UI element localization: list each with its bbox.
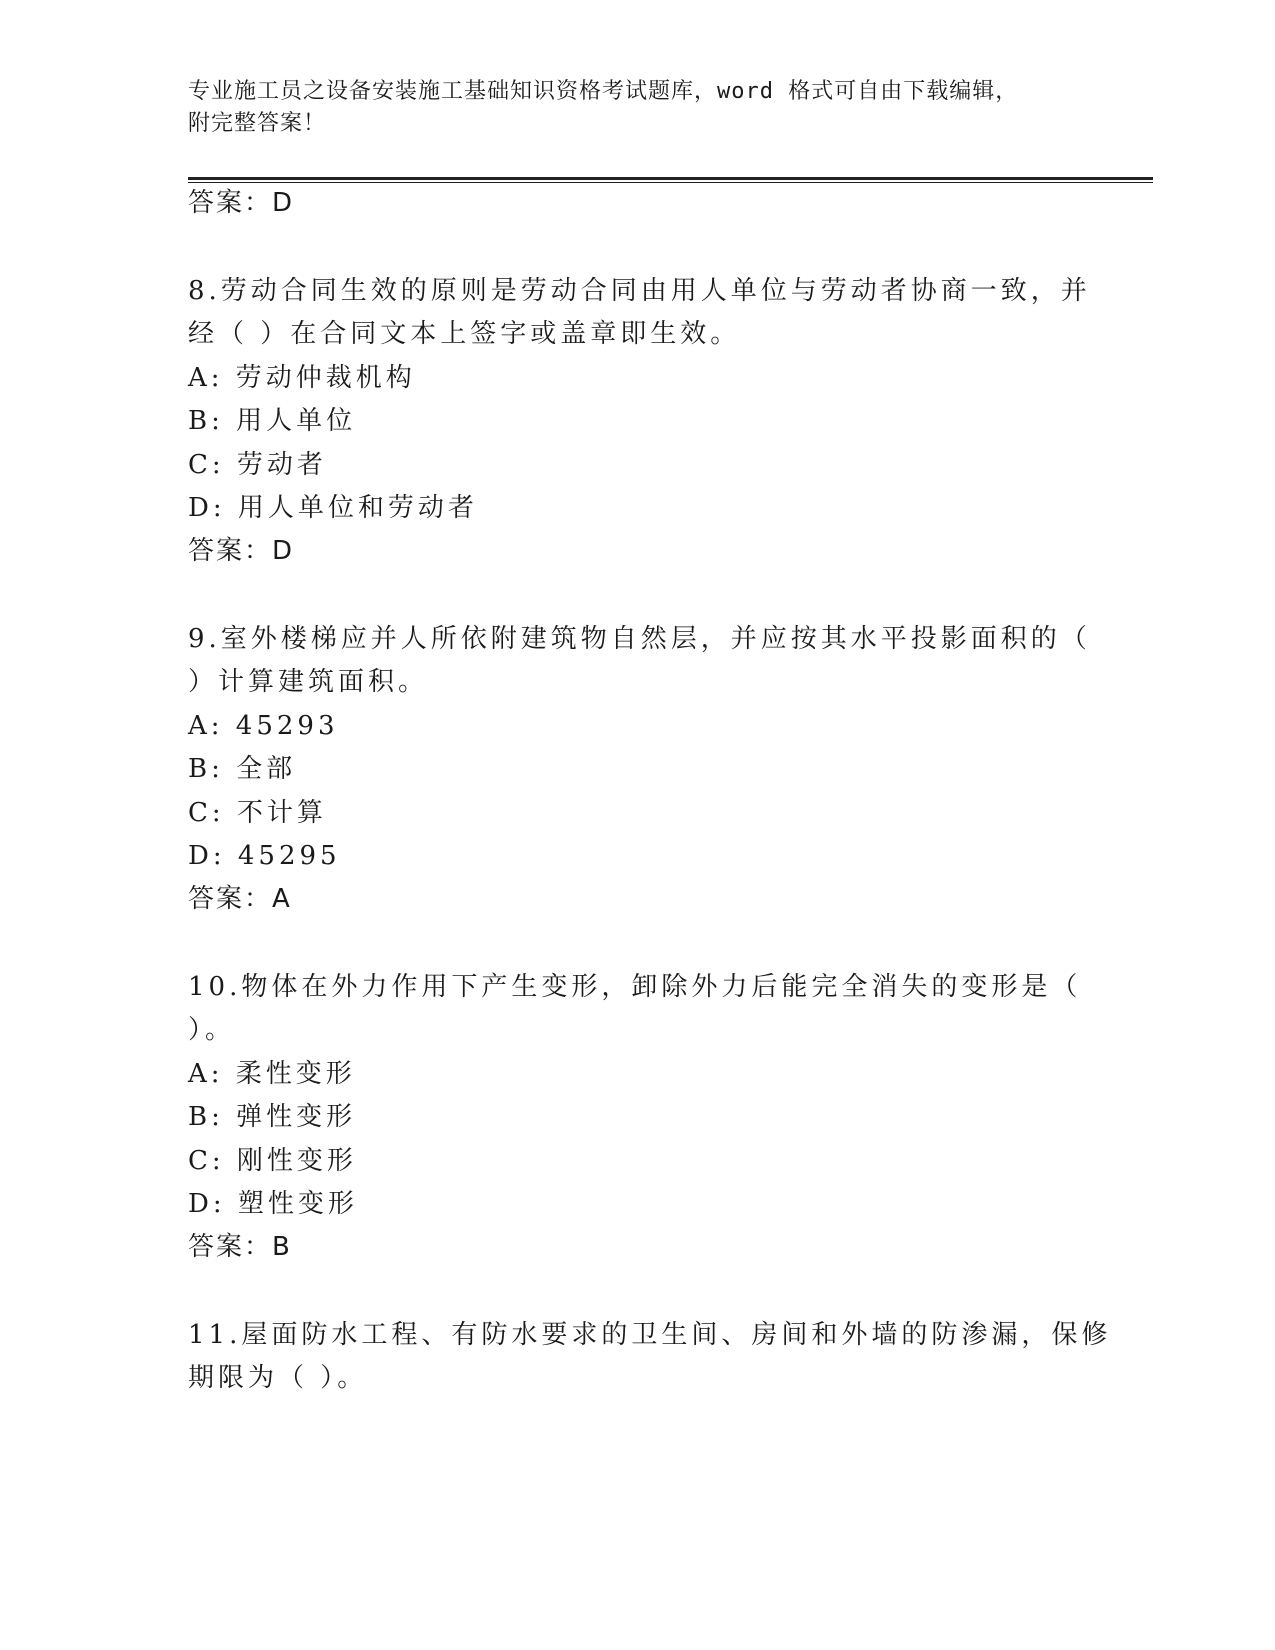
option-c: C: 不计算 [188, 798, 327, 828]
option-c: C: 劳动者 [188, 450, 327, 480]
question-stem-line-1: 10.物体在外力作用下产生变形，卸除外力后能完全消失的变形是（ [188, 972, 1082, 1002]
option-a: A: 45293 [188, 711, 339, 741]
option-d: D: 塑性变形 [188, 1189, 358, 1219]
header-divider-thick [188, 177, 1153, 180]
previous-answer: 答案：D [188, 188, 295, 218]
option-d: D: 45295 [188, 841, 341, 871]
question-stem-line-1: 8.劳动合同生效的原则是劳动合同由用人单位与劳动者协商一致，并 [188, 276, 1091, 306]
option-b: B: 用人单位 [188, 406, 357, 436]
question-stem-line-1: 9.室外楼梯应并人所依附建筑物自然层，并应按其水平投影面积的（ [188, 624, 1091, 654]
option-a: A: 劳动仲裁机构 [188, 363, 416, 393]
option-a: A: 柔性变形 [188, 1059, 356, 1089]
question-stem-line-2: 经（ ）在合同文本上签字或盖章即生效。 [188, 319, 741, 349]
answer: 答案：A [188, 884, 292, 914]
question-stem-line-1: 11.屋面防水工程、有防水要求的卫生间、房间和外墙的防渗漏，保修 [188, 1320, 1112, 1350]
question-stem-line-2: ）。 [188, 1015, 236, 1045]
option-d: D: 用人单位和劳动者 [188, 493, 478, 523]
option-c: C: 刚性变形 [188, 1146, 357, 1176]
header-divider-thin [188, 182, 1153, 183]
document-header [188, 76, 1088, 140]
question-stem-line-2: ）计算建筑面积。 [188, 667, 429, 697]
option-b: B: 弹性变形 [188, 1102, 357, 1132]
question-stem-line-2: 期限为（ ）。 [188, 1363, 368, 1393]
header-line-1: 专业施工员之设备安装施工基础知识资格考试题库，word 格式可自由下载编辑， [188, 79, 1019, 104]
option-b: B: 全部 [188, 754, 297, 784]
answer: 答案：B [188, 1232, 292, 1262]
header-line-2: 附完整答案！ [188, 111, 327, 136]
answer: 答案：D [188, 536, 295, 566]
